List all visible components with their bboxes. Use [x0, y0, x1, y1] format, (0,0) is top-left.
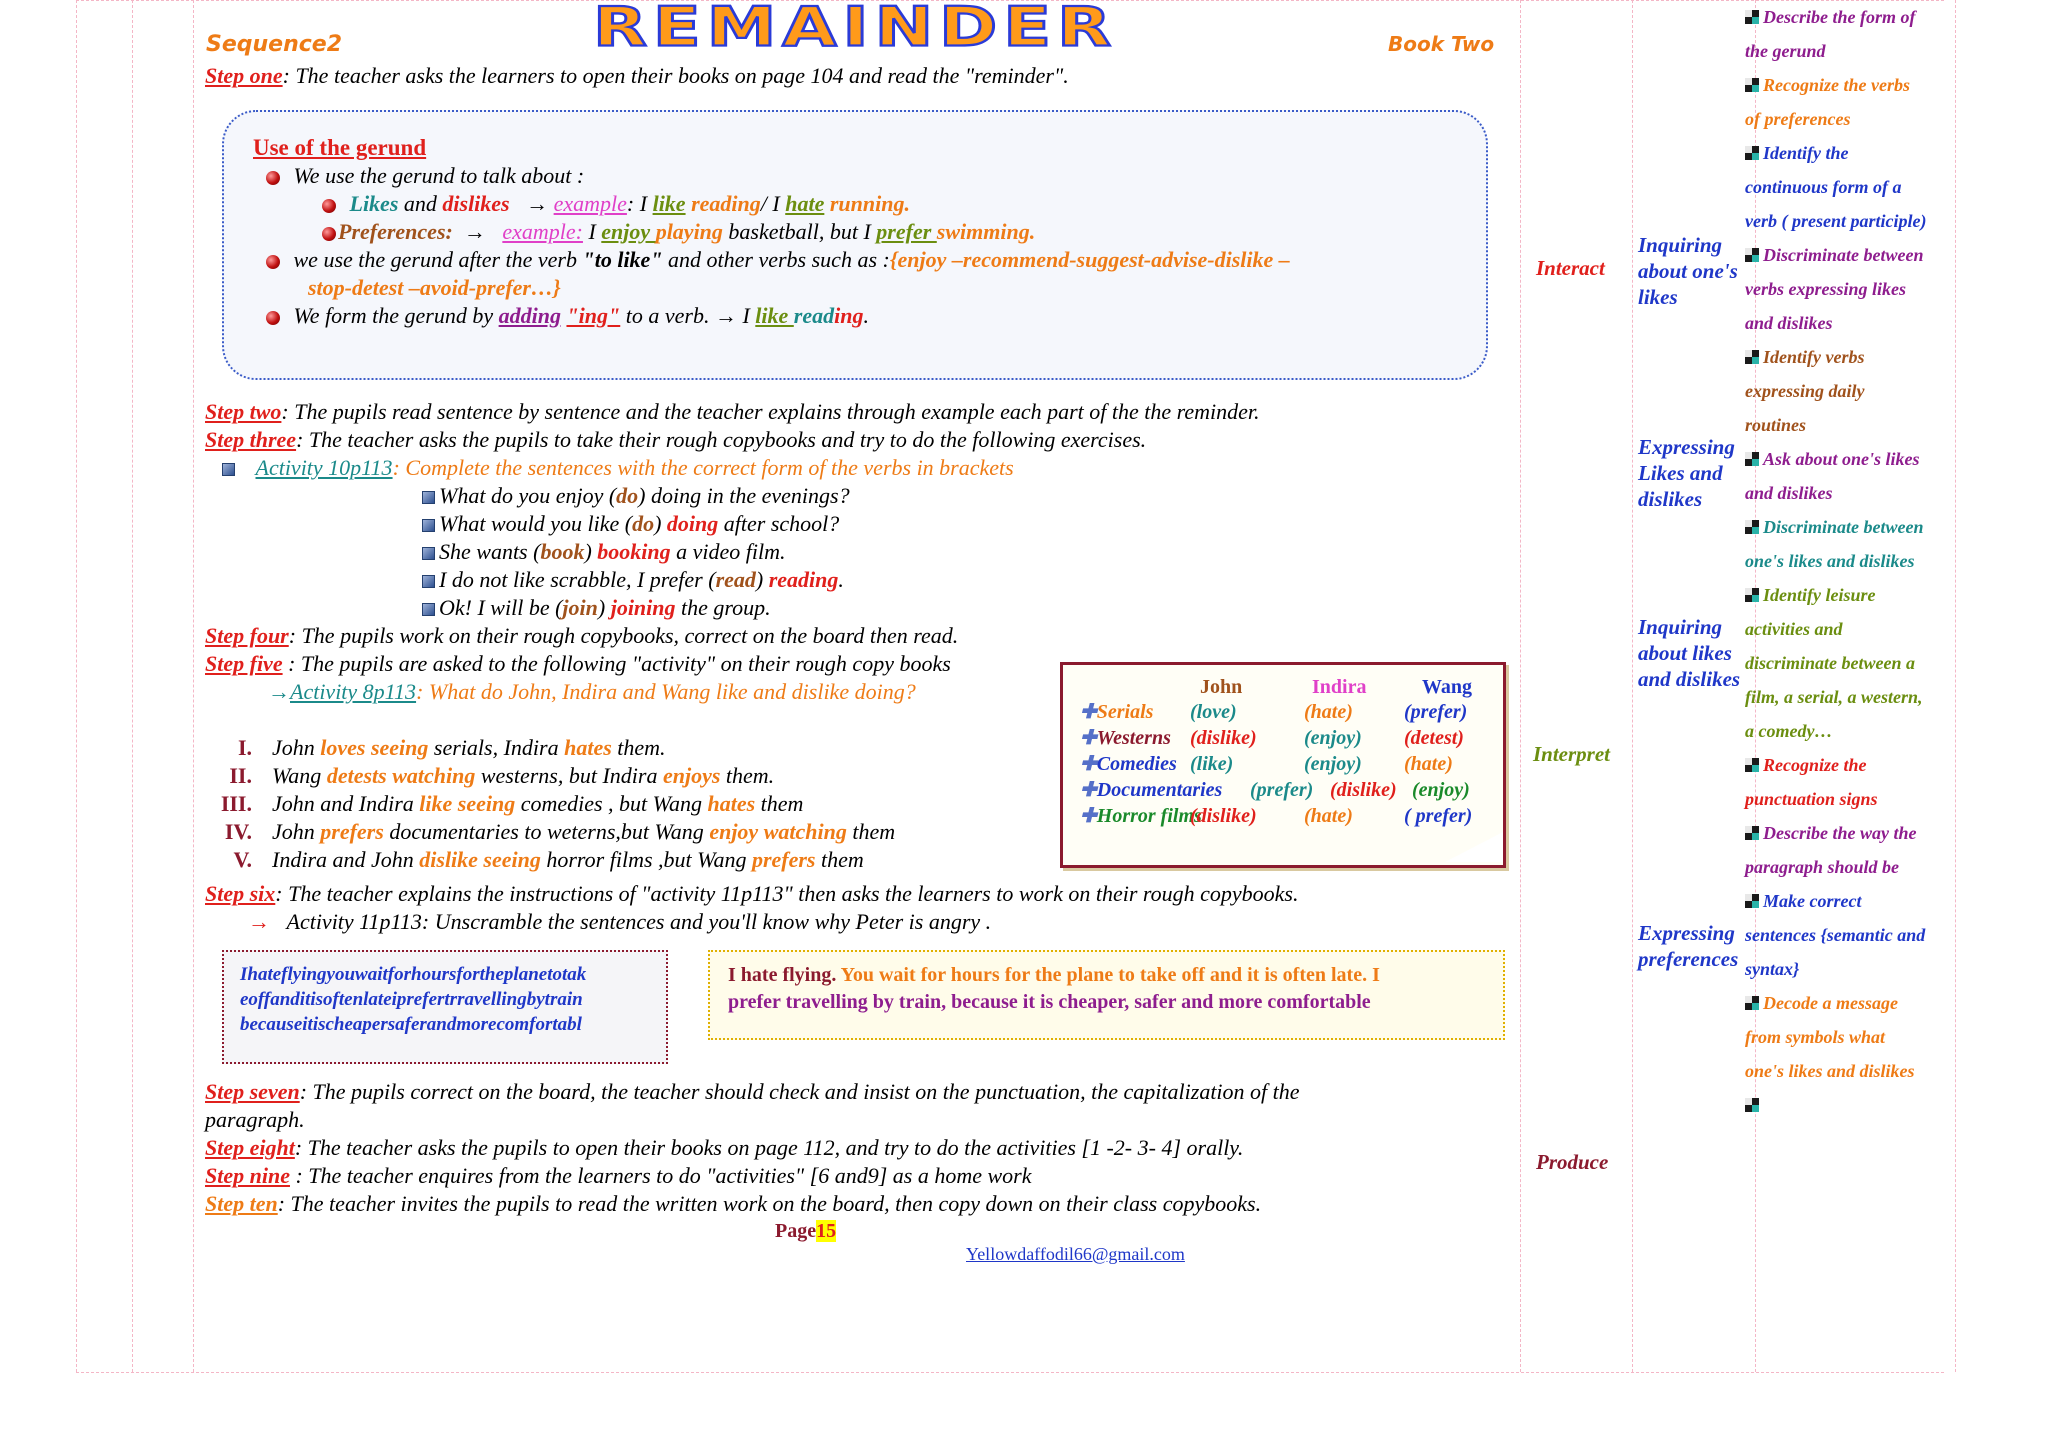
stage-interact: Interact [1536, 256, 1605, 280]
column-line [1955, 0, 1956, 1372]
margin-line [193, 0, 194, 1372]
checker-bullet-icon [1745, 894, 1759, 908]
arrow-icon: → [714, 303, 737, 328]
sentence-line: John prefers documentaries to weterns,but Wang enjoy watching them [272, 819, 896, 844]
square-bullet-icon [422, 519, 435, 532]
square-bullet-icon [222, 463, 235, 476]
table-row: ✚Comedies [1080, 753, 1177, 775]
step-six: Step six: The teacher explains the instructions of "activity 11p113" then asks the learners to work on their rough copybooks. [205, 881, 1299, 906]
objective-item: Discriminate between one's likes and dislikes [1745, 517, 1924, 571]
checker-bullet-icon [1745, 350, 1759, 364]
checker-bullet-icon [1745, 248, 1759, 262]
table-header: John [1200, 676, 1243, 698]
arrow-icon: → [248, 909, 270, 934]
objective-item: Describe the way the paragraph should be [1745, 823, 1917, 877]
page-curl [1445, 832, 1503, 862]
objective-item: Identify verbs expressing daily routines [1745, 347, 1865, 435]
table-cell: (hate) [1304, 701, 1353, 723]
square-bullet-icon [422, 547, 435, 560]
margin-line [132, 0, 133, 1372]
scrambled-text: Ihateflyingyouwaitforhoursfortheplanetotak eoffanditisoftenlateiprefertrravellingbytrain becauseitischeapersaferandmorecomfortabl [240, 964, 587, 1035]
table-cell: (hate) [1404, 753, 1453, 775]
objective-item: Describe the form of the gerund [1745, 7, 1916, 61]
table-cell: ( prefer) [1404, 805, 1473, 827]
activity-8-heading: →Activity 8p113: What do John, Indira and Wang like and dislike doing? [268, 679, 916, 704]
table-row: ✚Documentaries [1080, 779, 1223, 801]
arrow-icon: → [463, 219, 486, 244]
objective-item: Decode a message from symbols what one's likes and dislikes [1745, 993, 1915, 1081]
objective-item: Recognize the punctuation signs [1745, 755, 1878, 809]
table-cell: (enjoy) [1304, 753, 1362, 775]
checker-bullet-icon [1745, 146, 1759, 160]
square-bullet-icon [422, 603, 435, 616]
objective-item: Identify leisure activities and discriminate between a film, a serial, a western, a comedy… [1745, 585, 1923, 741]
plus-icon: ✚ [1080, 753, 1097, 775]
activity-11-heading: → Activity 11p113: Unscramble the sentences and you'll know why Peter is angry . [248, 909, 992, 934]
table-header: Indira [1312, 676, 1367, 698]
table-cell: (hate) [1304, 805, 1353, 827]
step-two: Step two: The pupils read sentence by sentence and the teacher explains through example each part of the the reminder. [205, 399, 1260, 424]
table-cell: (dislike) [1190, 727, 1257, 749]
objective-item: Recognize the verbs of preferences [1745, 75, 1910, 129]
activity-10-item: What do you enjoy (do) doing in the evenings? [422, 482, 1702, 510]
plus-icon: ✚ [1080, 779, 1097, 801]
step-seven-cont: paragraph. [205, 1107, 305, 1132]
bottom-line [76, 1372, 1944, 1373]
activity-10-item: Ok! I will be (join) joining the group. [422, 594, 1702, 622]
checker-bullet-icon [1745, 452, 1759, 466]
checker-bullet-icon [1745, 588, 1759, 602]
sequence-label: Sequence2 [206, 32, 343, 57]
sentence-line: John and Indira like seeing comedies , but Wang hates them [272, 791, 804, 816]
stage-interpret: Interpret [1533, 742, 1611, 766]
table-cell: (prefer) [1404, 701, 1468, 723]
sentence-line: Indira and John dislike seeing horror films ,but Wang prefers them [272, 847, 864, 872]
bullet-icon [266, 171, 280, 185]
objective-item: Discriminate between verbs expressing likes and dislikes [1745, 245, 1924, 333]
email-link[interactable]: Yellowdaffodil66@gmail.com [966, 1244, 1185, 1264]
sentence-number: IV. [224, 819, 252, 844]
checker-bullet-icon [1745, 758, 1759, 772]
competency: Inquiring about likes and dislikes [1638, 615, 1741, 691]
gerund-line-verbs: stop-detest –avoid-prefer…} [308, 275, 561, 300]
table-cell: (detest) [1404, 727, 1464, 749]
gerund-line-preferences: Preferences: → example: I enjoy playing basketball, but I prefer swimming. [322, 218, 1602, 246]
column-line [1632, 0, 1633, 1372]
bullet-icon [266, 255, 280, 269]
sentence-number: III. [220, 791, 252, 816]
table-row: ✚Serials [1080, 701, 1154, 723]
step-seven: Step seven: The pupils correct on the board, the teacher should check and insist on the punctuation, the capitalization of the [205, 1079, 1300, 1104]
sentence-number: V. [233, 847, 252, 872]
table-cell: (enjoy) [1412, 779, 1470, 801]
table-cell: (prefer) [1250, 779, 1314, 801]
step-five: Step five : The pupils are asked to the following "activity" on their rough copy books [205, 651, 951, 676]
step-nine: Step nine : The teacher enquires from the learners to do "activities" [6 and9] as a home work [205, 1163, 1032, 1188]
sentence-line: Wang detests watching westerns, but Indira enjoys them. [272, 763, 775, 788]
table-row: ✚Horror films [1080, 805, 1202, 827]
book-label: Book Two [1388, 32, 1495, 56]
remainder-wordart-title: REMAINDER [592, 0, 1117, 59]
objective-item: Make correct sentences {semantic and syntax} [1745, 891, 1926, 979]
table-cell: (like) [1190, 753, 1234, 775]
table-cell: (love) [1190, 701, 1237, 723]
square-bullet-icon [422, 491, 435, 504]
gerund-line-form: We form the gerund by adding "ing" to a verb. → I like reading. [266, 302, 1546, 330]
table-cell: (enjoy) [1304, 727, 1362, 749]
table-cell: (dislike) [1190, 805, 1257, 827]
checker-bullet-icon [1745, 1098, 1759, 1112]
objective-item: Ask about one's likes and dislikes [1745, 449, 1920, 503]
sentence-number: I. [237, 735, 252, 760]
checker-bullet-icon [1745, 996, 1759, 1010]
step-eight: Step eight: The teacher asks the pupils to open their books on page 112, and try to do the activities [1 -2- 3- 4] orally. [205, 1135, 1244, 1160]
arrow-icon: → [268, 679, 290, 704]
competency: Expressing Likes and dislikes [1638, 435, 1735, 511]
step-three: Step three: The teacher asks the pupils to take their rough copybooks and try to do the following exercises. [205, 427, 1147, 452]
activity-10-item: I do not like scrabble, I prefer (read) reading. [422, 566, 1702, 594]
bullet-icon [266, 311, 280, 325]
sentence-number: II. [229, 763, 252, 788]
gerund-title: Use of the gerund [253, 135, 427, 160]
arrow-icon: → [526, 191, 549, 216]
margin-line [76, 0, 77, 1372]
plus-icon: ✚ [1080, 701, 1097, 723]
unscrambled-text: I hate flying. You wait for hours for the plane to take off and it is often late. I prefer travelling by train, because it is cheaper, safer and more comfortable [728, 964, 1380, 1013]
table-row: ✚Westerns [1080, 727, 1171, 749]
objective-item [1745, 1088, 1950, 1122]
gerund-line-likes: Likes and dislikes → example: I like reading/ I hate running. [322, 190, 1602, 218]
bullet-icon [322, 227, 336, 241]
activity-10-item: What would you like (do) doing after school? [422, 510, 1702, 538]
checker-bullet-icon [1745, 826, 1759, 840]
gerund-line-after-verb: we use the gerund after the verb "to like" and other verbs such as :{enjoy –recommend-suggest-advise-dislike – [266, 246, 1546, 274]
competency: Expressing preferences [1638, 921, 1739, 971]
plus-icon: ✚ [1080, 805, 1097, 827]
checker-bullet-icon [1745, 78, 1759, 92]
checker-bullet-icon [1745, 520, 1759, 534]
table-header: Wang [1422, 676, 1473, 698]
objective-item: Identify the continuous form of a verb ( present participle) [1745, 143, 1927, 231]
step-four: Step four: The pupils work on their rough copybooks, correct on the board then read. [205, 623, 959, 648]
bullet-icon [322, 199, 336, 213]
objectives-column [1745, 0, 1950, 1122]
gerund-line-1: We use the gerund to talk about : [266, 162, 1546, 190]
checker-bullet-icon [1745, 10, 1759, 24]
activity-10-heading: Activity 10p113: Complete the sentences with the correct form of the verbs in brackets [222, 454, 1502, 482]
table-cell: (dislike) [1330, 779, 1397, 801]
sentence-line: John loves seeing serials, Indira hates them. [272, 735, 666, 760]
step-ten: Step ten: The teacher invites the pupils to read the written work on the board, then copy down on their class copybooks. [205, 1191, 1262, 1216]
plus-icon: ✚ [1080, 727, 1097, 749]
page-number: Page15 [775, 1220, 837, 1242]
stage-produce: Produce [1536, 1150, 1609, 1174]
square-bullet-icon [422, 575, 435, 588]
step-one: Step one: The teacher asks the learners to open their books on page 104 and read the "reminder". [205, 63, 1069, 88]
activity-10-item: She wants (book) booking a video film. [422, 538, 1702, 566]
competency: Inquiring about one's likes [1638, 233, 1738, 309]
